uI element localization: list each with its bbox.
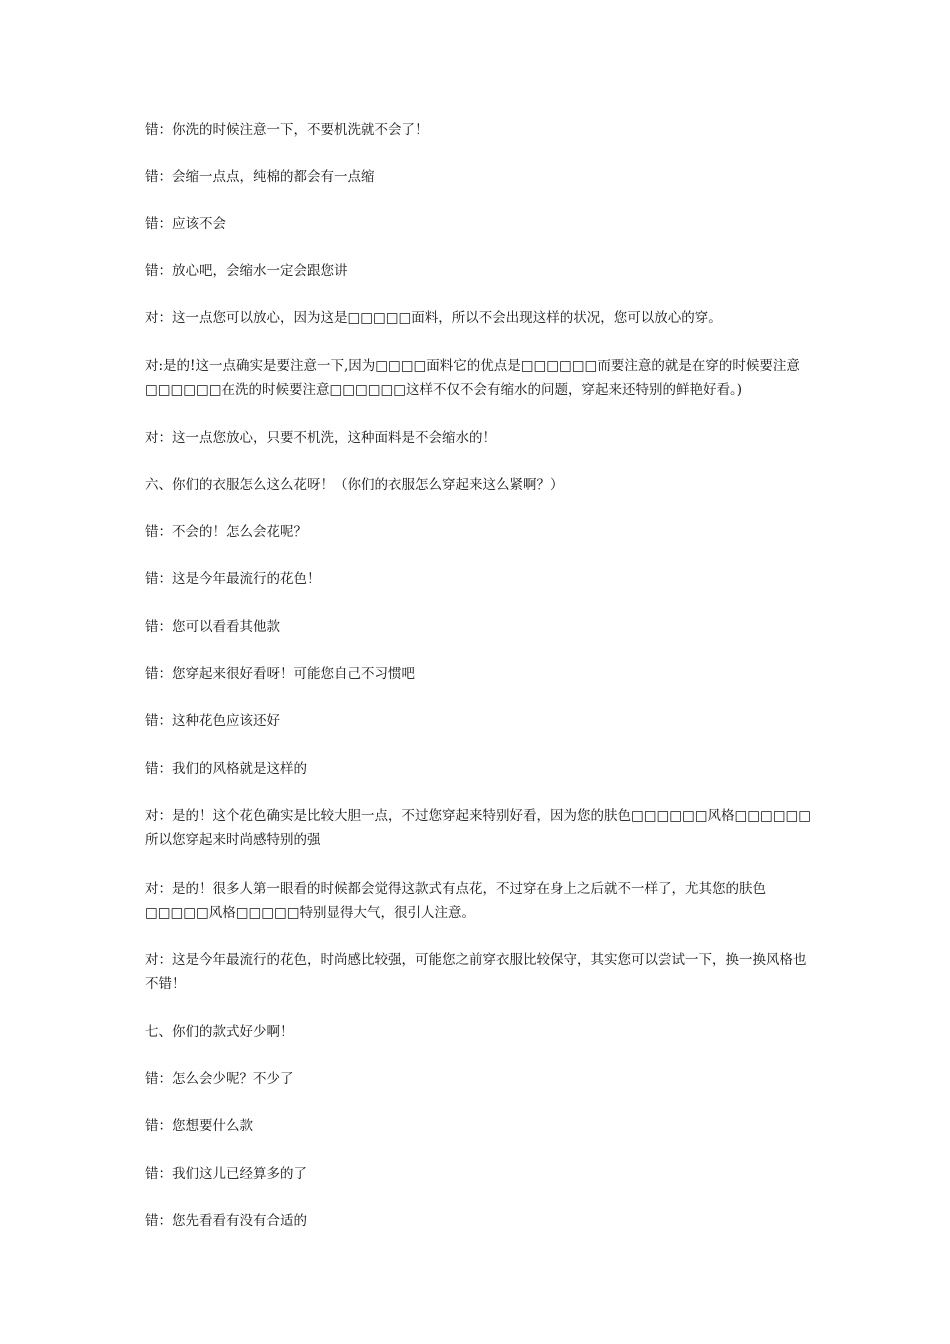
text-line: 对：是的！这个花色确实是比较大胆一点，不过您穿起来特别好看，因为您的肤色□□□□□□风格□□□□□□所以您穿起来时尚感特别的强 <box>145 808 812 848</box>
text-line: 对：这一点您放心，只要不机洗，这种面料是不会缩水的！ <box>145 430 496 446</box>
text-line: 错：应该不会 <box>145 216 226 232</box>
section-heading: 六、你们的衣服怎么这么花呀！（你们的衣服怎么穿起来这么紧啊？） <box>145 477 564 493</box>
text-line: 对：是的！很多人第一眼看的时候都会觉得这款式有点花，不过穿在身上之后就不一样了，尤其您的肤色□□□□□风格□□□□□特别显得大气，很引人注意。 <box>145 881 766 921</box>
text-line: 错：您可以看看其他款 <box>145 619 280 635</box>
text-line: 对：这一点您可以放心，因为这是□□□□□面料，所以不会出现这样的状况，您可以放心的穿。 <box>145 310 722 326</box>
section-heading: 七、你们的款式好少啊！ <box>145 1024 294 1040</box>
text-line: 对：这是今年最流行的花色，时尚感比较强，可能您之前穿衣服比较保守，其实您可以尝试一下，换一换风格也不错！ <box>145 952 807 992</box>
text-line: 错：怎么会少呢？不少了 <box>145 1071 294 1087</box>
text-line: 错：您想要什么款 <box>145 1118 253 1134</box>
text-line: 错：我们这儿已经算多的了 <box>145 1166 307 1182</box>
text-line: 错：放心吧，会缩水一定会跟您讲 <box>145 263 348 279</box>
text-line: 错：会缩一点点，纯棉的都会有一点缩 <box>145 169 375 185</box>
text-line: 错：这是今年最流行的花色！ <box>145 571 321 587</box>
text-line: 错：您穿起来很好看呀！可能您自己不习惯吧 <box>145 666 415 682</box>
text-line: 错：这种花色应该还好 <box>145 713 280 729</box>
text-line: 错：您先看看有没有合适的 <box>145 1213 307 1229</box>
text-line: 错：不会的！怎么会花呢？ <box>145 524 307 540</box>
text-line: 错：我们的风格就是这样的 <box>145 761 307 777</box>
text-line: 错：你洗的时候注意一下，不要机洗就不会了！ <box>145 122 429 138</box>
text-line: 对:是的!这一点确实是要注意一下,因为□□□□面料它的优点是□□□□□□而要注意的就是在穿的时候要注意□□□□□□在洗的时候要注意□□□□□□这样不仅不会有缩水的问题，穿起来还特别的鲜艳好看。) <box>145 358 800 398</box>
